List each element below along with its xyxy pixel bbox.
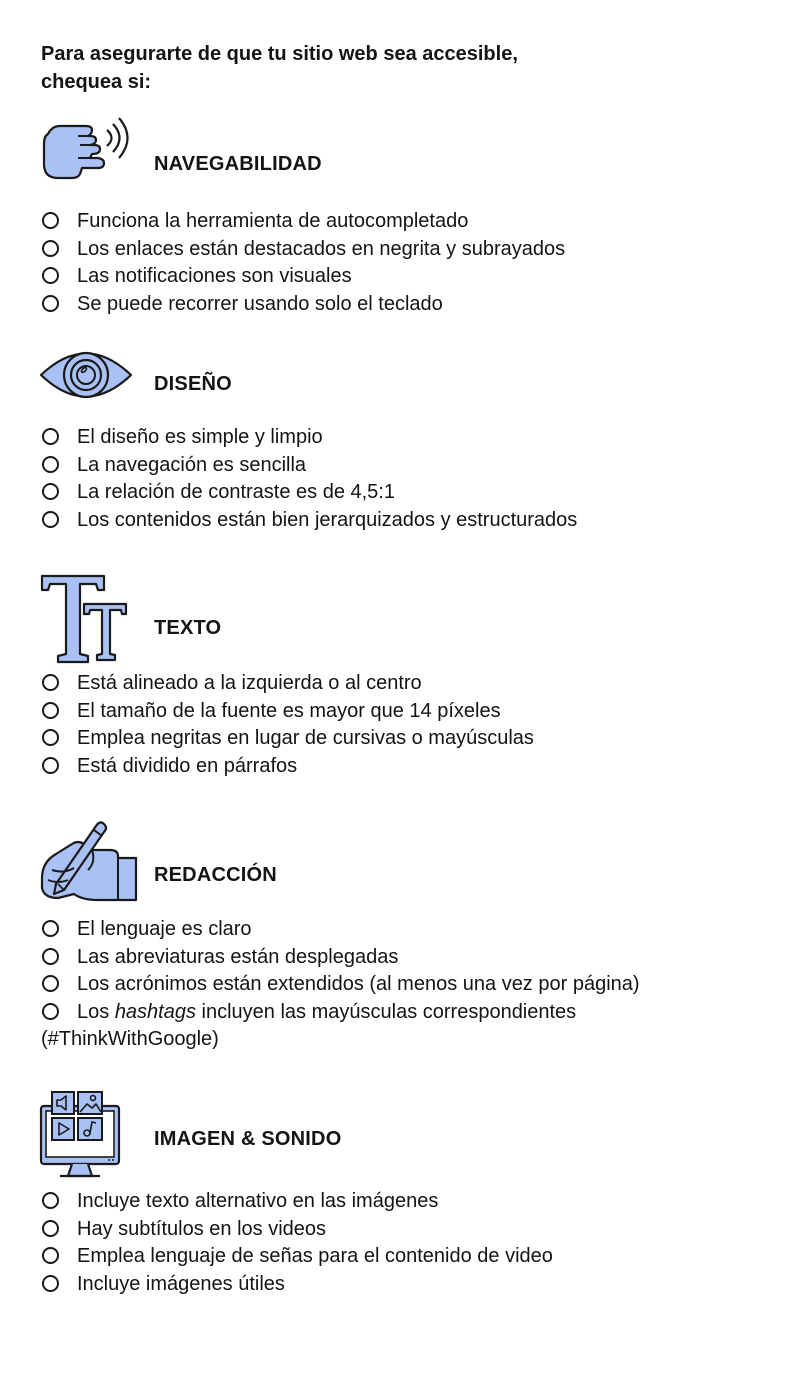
checkbox-circle-icon[interactable] (42, 1247, 59, 1264)
checkbox-circle-icon[interactable] (42, 511, 59, 528)
checklist (0, 208, 800, 318)
checkbox-circle-icon[interactable] (42, 975, 59, 992)
checklist-item[interactable]: Los hashtags incluyen las mayúsculas correspondientes (0, 999, 800, 1027)
checklist-item[interactable]: Los acrónimos están extendidos (al menos una vez por página) (0, 971, 800, 999)
checkbox-circle-icon[interactable] (42, 1220, 59, 1237)
checkbox-circle-icon[interactable] (42, 267, 59, 284)
checklist-item[interactable]: Los contenidos están bien jerarquizados y estructurados (0, 507, 800, 535)
checklist (0, 916, 800, 1026)
intro-line-2: chequea si: (41, 71, 152, 93)
checklist (0, 670, 800, 780)
checklist-item[interactable]: Está dividido en párrafos (0, 753, 800, 781)
monitor-media-icon (38, 1090, 124, 1182)
checklist-item[interactable]: El diseño es simple y limpio (0, 424, 800, 452)
checklist-item[interactable]: Los enlaces están destacados en negrita y subrayados (0, 236, 800, 264)
checklist-item[interactable]: Emplea lenguaje de señas para el contenido de video (0, 1243, 800, 1271)
checklist-item[interactable]: Hay subtítulos en los videos (0, 1216, 800, 1244)
section-title: DISEÑO (154, 373, 232, 395)
checklist-item[interactable]: La relación de contraste es de 4,5:1 (0, 479, 800, 507)
checkbox-circle-icon[interactable] (42, 212, 59, 229)
section-title: TEXTO (154, 617, 222, 639)
checklist (0, 1188, 800, 1298)
text-size-icon (38, 574, 130, 664)
intro-line-1: Para asegurarte de que tu sitio web sea accesible, (41, 43, 518, 65)
checkbox-circle-icon[interactable] (42, 757, 59, 774)
eye-icon (38, 340, 134, 410)
section-diseno (0, 340, 800, 534)
checkbox-circle-icon[interactable] (42, 240, 59, 257)
checkbox-circle-icon[interactable] (42, 1275, 59, 1292)
checkbox-circle-icon[interactable] (42, 1192, 59, 1209)
checkbox-circle-icon[interactable] (42, 295, 59, 312)
section-title: REDACCIÓN (154, 864, 277, 886)
checklist-item[interactable]: Funciona la herramienta de autocompletado (0, 208, 800, 236)
checklist-item[interactable]: Está alineado a la izquierda o al centro (0, 670, 800, 698)
checklist (0, 424, 800, 534)
checkbox-circle-icon[interactable] (42, 948, 59, 965)
checklist-item[interactable]: Incluye texto alternativo en las imágenes (0, 1188, 800, 1216)
checkbox-circle-icon[interactable] (42, 456, 59, 473)
intro-heading (41, 40, 641, 96)
checklist-item[interactable]: Incluye imágenes útiles (0, 1271, 800, 1299)
checklist-item[interactable]: La navegación es sencilla (0, 452, 800, 480)
section-navegabilidad (0, 112, 800, 318)
checkbox-circle-icon[interactable] (42, 729, 59, 746)
checklist-item[interactable]: Emplea negritas en lugar de cursivas o mayúsculas (0, 725, 800, 753)
section-title: IMAGEN & SONIDO (154, 1128, 342, 1150)
checkbox-circle-icon[interactable] (42, 674, 59, 691)
section-redaccion (0, 818, 800, 1050)
checklist-item[interactable]: Se puede recorrer usando solo el teclado (0, 291, 800, 319)
checkbox-circle-icon[interactable] (42, 428, 59, 445)
checklist-item-continuation: (#ThinkWithGoogle) (41, 1028, 219, 1050)
checklist-item[interactable]: El lenguaje es claro (0, 916, 800, 944)
checklist-item[interactable]: Las abreviaturas están desplegadas (0, 944, 800, 972)
checkbox-circle-icon[interactable] (42, 920, 59, 937)
section-texto (0, 574, 800, 780)
hand-pointing-sound-icon (38, 112, 134, 184)
section-title: NAVEGABILIDAD (154, 153, 322, 175)
checkbox-circle-icon[interactable] (42, 483, 59, 500)
checklist-item[interactable]: El tamaño de la fuente es mayor que 14 píxeles (0, 698, 800, 726)
checklist-item[interactable]: Las notificaciones son visuales (0, 263, 800, 291)
section-imagen-sonido (0, 1090, 800, 1298)
checkbox-circle-icon[interactable] (42, 1003, 59, 1020)
checkbox-circle-icon[interactable] (42, 702, 59, 719)
hand-writing-icon (38, 818, 142, 904)
